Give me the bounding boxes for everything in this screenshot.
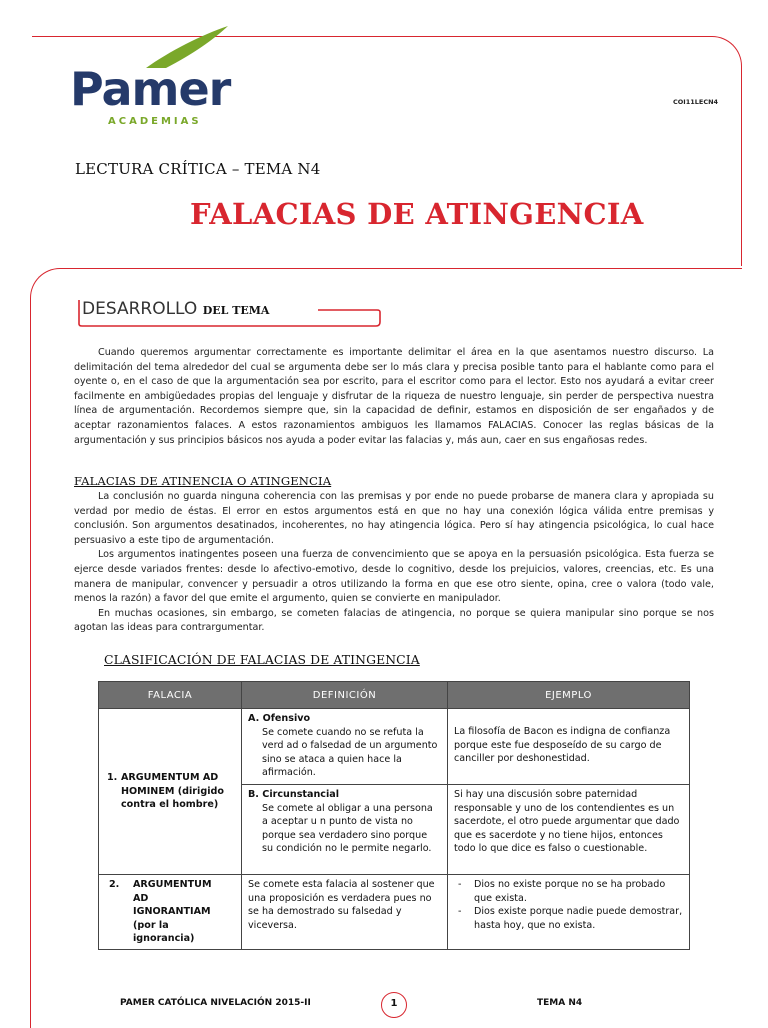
footer-right: TEMA N4	[537, 998, 583, 1008]
table-row	[99, 709, 690, 785]
definition-label: A. Ofensivo	[248, 713, 311, 724]
falacia-number: 2.	[109, 879, 120, 890]
example-cell	[448, 785, 690, 875]
example-cell	[448, 875, 690, 950]
intro-paragraph: Cuando queremos argumentar correctamente es importante delimitar el área en la que asentamos nuestro discurso. La delimitación del tema alrededor del cual se argumenta debe ser lo más clara y precisa posible tanto para el hablante como para el oyente o, en el caso de que la argumentación sea por escrito, para el escritor como para el lector. Esto nos ayudará a evitar creer facilmente en ambigüedades propias del lenguaje y disfrutar de la riqueza de nuestro lenguaje, sin perder de perspectiva nuestra línea de argumentación. Recordemos siempre que, sin la capacidad de definir, estamos en disposición de ser engañados y de aceptar razonamientos falaces. A estos razonamientos ambiguos les llamamos FALACIAS. Conocer las reglas básicas de la argumentación y sus principios básicos nos ayuda a poder evitar las falacias y, más aun, caer en sus engañosas redes.	[74, 347, 714, 446]
example-text: Si hay una discusión sobre paternidad responsable y uno de los contendientes es un sacerdote, el otro puede argumentar que dado que es sacerdote y no tiene hijos, entonces todo lo que dice es falso o cuestionable.	[454, 789, 680, 854]
falacias-paragraph-2: Los argumentos inatingentes poseen una fuerza de convencimiento que se apoya en la persuasión psicológica. Esta fuerza se ejerce desde variados frentes: desde lo afectivo-emotivo, desde lo cognitivo, desde los prejuicios, valores, creencias, etc. Es una manera de manipular, convencer y persuadir a otros utilizando la forma en que ese otro siente, opina, cree o valora (todo vale, menos la razón) a favor del que emite el argumento, quien se convierte en manipulador.	[74, 549, 714, 605]
table-header-definicion: DEFINICIÓN	[242, 682, 448, 709]
example-cell	[448, 709, 690, 785]
table-header-falacia: FALACIA	[99, 682, 242, 709]
clasificacion-table	[98, 681, 690, 950]
list-item: - Dios no existe porque no se ha probado que exista.	[454, 878, 683, 905]
list-item: - Dios existe porque nadie puede demostrar, hasta hoy, que no exista.	[454, 905, 683, 932]
footer-left: PAMER CATÓLICA NIVELACIÓN 2015-II	[120, 998, 311, 1008]
page-number: 1	[381, 992, 407, 1018]
section-title-main: DESARROLLO	[82, 299, 198, 319]
logo-subtitle: ACADEMIAS	[108, 116, 202, 127]
example-list	[454, 878, 683, 932]
document-code: COI11LECN4	[673, 98, 719, 106]
definition-text: Se comete cuando no se refuta la verd ad o falsedad de un argumento sino se ataca a quien hace la afirmación.	[262, 726, 438, 778]
definition-text: Se comete esta falacia al sostener que una proposición es verdadera pues no se ha demostrado su falsedad y viceversa.	[248, 879, 435, 931]
definition-text: Se comete al obligar a una persona a aceptar u n punto de vista no porque sea verdadero sino porque su condición no le permite negarlo.	[262, 802, 433, 854]
logo-word: Pamer	[70, 62, 231, 116]
falacia-name: ARGUMENTUM AD IGNORANTIAM (por la ignorancia)	[133, 879, 212, 944]
falacia-name-cell	[99, 875, 242, 950]
page-subtitle: LECTURA CRÍTICA – TEMA N4	[75, 160, 321, 178]
table-header-row	[99, 682, 690, 709]
definition-cell	[242, 709, 448, 785]
table-row	[99, 875, 690, 950]
falacia-name-cell	[99, 709, 242, 875]
falacias-heading: FALACIAS DE ATINENCIA O ATINGENCIA	[74, 474, 332, 488]
clasificacion-heading: CLASIFICACIÓN DE FALACIAS DE ATINGENCIA	[104, 652, 420, 667]
falacias-paragraph-1: La conclusión no guarda ninguna coherencia con las premisas y por ende no puede probarse de manera clara y apropiada su verdad por medio de éstas. El error en estos argumentos está en que no hay una conexión lógica válida entre premisas y conclusión. Son argumentos desatinados, incoherentes, no hay atingencia lógica. Pero sí hay atingencia psicológica, lo cual hace persuasivo a este tipo de argumentación.	[74, 491, 714, 546]
definition-label: B. Circunstancial	[248, 789, 340, 800]
section-title-small: DEL TEMA	[202, 304, 270, 317]
pamer-logo	[68, 22, 248, 127]
falacia-name: ARGUMENTUM AD HOMINEM (dirigido contra el hombre)	[121, 772, 224, 811]
definition-cell	[242, 875, 448, 950]
falacias-body	[74, 490, 714, 636]
definition-cell	[242, 785, 448, 875]
falacia-number: 1.	[107, 772, 118, 784]
table-header-ejemplo: EJEMPLO	[448, 682, 690, 709]
falacias-paragraph-3: En muchas ocasiones, sin embargo, se cometen falacias de atingencia, no porque se quiera manipular sino porque se nos agotan las ideas para contrargumentar.	[74, 607, 714, 634]
example-text: La filosofía de Bacon es indigna de confianza porque este fue desposeído de su cargo de canciller por deshonestidad.	[454, 726, 671, 764]
section-title	[82, 299, 269, 319]
section-heading	[78, 298, 382, 328]
page-title: FALACIAS DE ATINGENCIA	[190, 197, 644, 231]
